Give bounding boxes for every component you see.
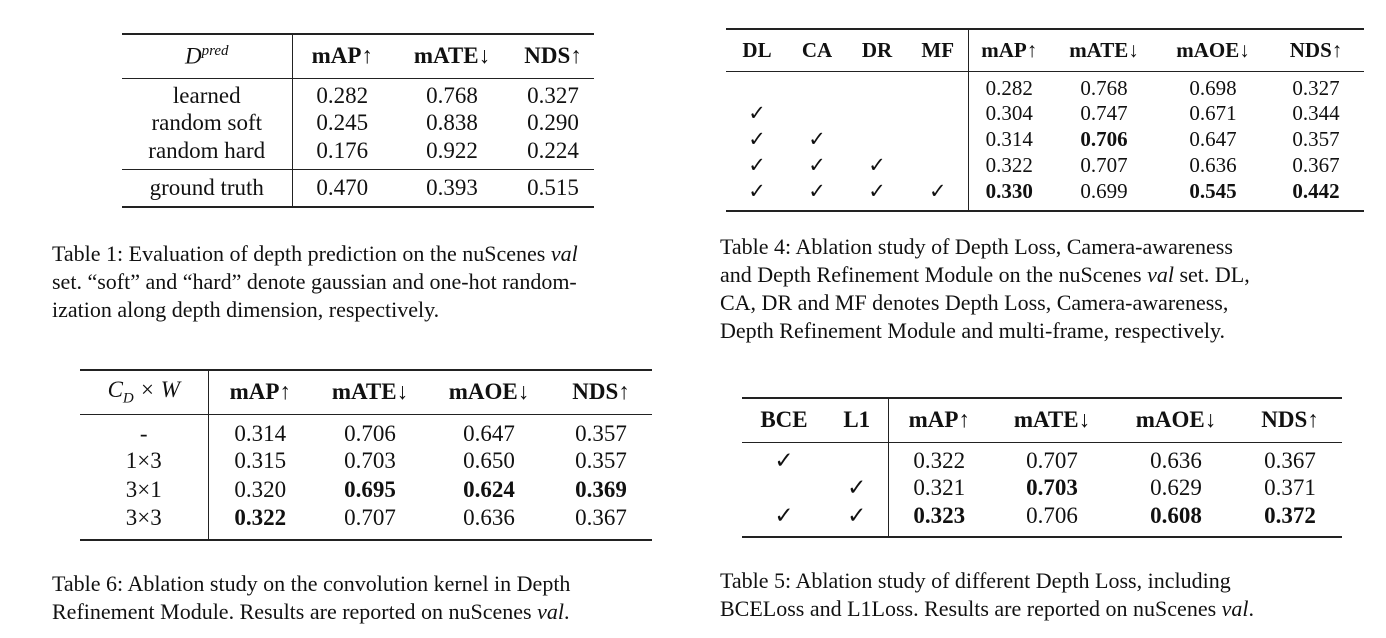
cell-value: 0.768	[426, 82, 478, 108]
cell-value: 0.629	[1150, 475, 1202, 500]
row-label: ground truth	[122, 169, 292, 207]
caption-italic: val	[550, 241, 578, 266]
table-4-header-dl: DL	[726, 29, 788, 71]
table-5-caption	[720, 567, 1380, 623]
cell-value: 0.315	[208, 447, 312, 476]
table-1-header-map: mAP↑	[292, 34, 392, 78]
check-cell	[726, 71, 788, 101]
check-cell: ✓	[748, 178, 766, 203]
caption-text: BCELoss and L1Loss. Results are reported on nuScenes	[720, 596, 1222, 621]
cell-value: 0.922	[426, 137, 478, 163]
cell-value: 0.470	[292, 169, 392, 207]
cell-value: 0.367	[1292, 153, 1340, 177]
cell-value: 0.327	[1292, 75, 1340, 100]
table-6-header-kernel	[80, 370, 208, 414]
cell-value-best: 0.442	[1292, 178, 1340, 203]
table-4-header-mf: MF	[908, 29, 968, 71]
cell-value: 0.838	[426, 110, 478, 135]
table-4-header-maoe: mAOE↓	[1158, 29, 1268, 71]
caption-text: .	[1248, 596, 1255, 621]
check-cell: ✓	[868, 153, 886, 177]
row-label: random soft	[151, 110, 262, 135]
table-1-header-dpred-sup: pred	[201, 42, 229, 59]
table-4-caption	[720, 233, 1370, 345]
cell-value: 0.357	[575, 420, 627, 446]
caption-line	[720, 261, 1370, 289]
table-6-header-maoe: mAOE↓	[428, 370, 550, 414]
cell-value: 0.671	[1189, 101, 1237, 125]
table-1-header-nds: NDS↑	[512, 34, 594, 78]
cell-value-best: 0.703	[1026, 475, 1078, 500]
table-5-header-mate: mATE↓	[990, 398, 1114, 442]
table-4-header-row	[726, 29, 1364, 71]
cell-value: 0.707	[344, 504, 396, 530]
check-cell	[908, 71, 968, 101]
check-cell: ✓	[748, 101, 766, 125]
table-6	[80, 369, 652, 541]
table-row-ground-truth	[122, 169, 594, 207]
table-5-header-l1: L1	[826, 398, 888, 442]
table-row	[742, 442, 1342, 474]
table-4-header-nds: NDS↑	[1268, 29, 1364, 71]
table-row	[726, 101, 1364, 127]
table-row	[80, 414, 652, 447]
cell-value-best: 0.372	[1264, 502, 1316, 528]
cell-value: 0.357	[1292, 127, 1340, 151]
cell-value: 0.706	[344, 420, 396, 446]
cell-value: 0.707	[1080, 153, 1128, 177]
row-label: 3×1	[125, 477, 162, 502]
check-cell: ✓	[808, 178, 826, 203]
cell-value-best: 0.330	[968, 179, 1050, 211]
check-cell: ✓	[808, 127, 826, 151]
check-cell: ✓	[748, 153, 766, 177]
table-5-header-nds: NDS↑	[1238, 398, 1342, 442]
caption-text: Refinement Module. Results are reported on nuScenes	[52, 599, 538, 624]
table-1-header-dpred-symbol: D	[184, 43, 202, 69]
cell-value-best: 0.608	[1150, 502, 1202, 528]
cell-value: 0.321	[888, 474, 990, 503]
table-4-header-dr: DR	[846, 29, 908, 71]
cell-value: 0.245	[292, 109, 392, 138]
cell-value-best: 0.624	[463, 477, 515, 502]
cell-value: 0.290	[527, 110, 579, 135]
caption-text: set. DL,	[1173, 262, 1250, 287]
check-cell: ✓	[847, 475, 867, 500]
row-label: 1×3	[125, 448, 162, 473]
cell-value: 0.647	[463, 420, 515, 446]
check-cell	[908, 127, 968, 153]
table-6-header-cd: C	[107, 376, 123, 402]
table-6-header-mate: mATE↓	[312, 370, 428, 414]
row-label: random hard	[148, 137, 266, 163]
cell-value: 0.367	[1264, 447, 1316, 473]
caption-italic: val	[537, 599, 564, 624]
cell-value: 0.314	[968, 127, 1050, 153]
table-4-header-map: mAP↑	[968, 29, 1050, 71]
cell-value: 0.322	[968, 153, 1050, 179]
cell-value-best: 0.322	[208, 505, 312, 540]
check-cell	[826, 442, 888, 474]
cell-value-best: 0.323	[888, 503, 990, 537]
row-label: -	[139, 420, 148, 446]
table-1-header-row	[122, 34, 594, 78]
cell-value: 0.747	[1080, 101, 1128, 125]
cell-value: 0.282	[292, 78, 392, 109]
table-row	[742, 474, 1342, 503]
check-cell: ✓	[847, 502, 867, 528]
check-cell: ✓	[774, 502, 794, 528]
table-6-header-row	[80, 370, 652, 414]
cell-value: 0.314	[208, 414, 312, 447]
cell-value-best: 0.706	[1080, 127, 1128, 151]
table-6-header-times-w: × W	[133, 376, 180, 402]
table-4	[726, 28, 1364, 212]
cell-value: 0.322	[888, 442, 990, 474]
check-cell	[846, 127, 908, 153]
caption-text: Table 1: Evaluation of depth prediction on the nuScenes	[52, 241, 551, 266]
caption-line: Table 6: Ablation study on the convolution kernel in Depth	[52, 571, 571, 596]
cell-value: 0.320	[208, 476, 312, 505]
cell-value: 0.282	[968, 71, 1050, 101]
table-row	[122, 109, 594, 138]
caption-line: Depth Refinement Module and multi-frame, respectively.	[720, 318, 1226, 343]
table-4-header-mate: mATE↓	[1050, 29, 1158, 71]
check-cell	[908, 101, 968, 127]
table-row	[726, 127, 1364, 153]
table-row	[726, 71, 1364, 101]
table-row	[80, 505, 652, 540]
table-row	[726, 179, 1364, 211]
caption-line: CA, DR and MF denotes Depth Loss, Camera-awareness,	[720, 290, 1229, 315]
cell-value: 0.636	[1189, 153, 1237, 177]
cell-value: 0.650	[463, 448, 515, 473]
check-cell	[846, 71, 908, 101]
check-cell	[846, 101, 908, 127]
caption-line: Table 4: Ablation study of Depth Loss, Camera-awareness	[720, 234, 1233, 259]
cell-value-best: 0.545	[1189, 178, 1237, 203]
table-6-header-nds: NDS↑	[550, 370, 652, 414]
caption-line: set. “soft” and “hard” denote gaussian and one-hot random-	[52, 269, 577, 294]
caption-italic: val	[1147, 262, 1174, 287]
table-5-header-map: mAP↑	[888, 398, 990, 442]
table-row	[726, 153, 1364, 179]
table-1-grid	[122, 33, 594, 208]
row-label: learned	[172, 82, 241, 108]
cell-value: 0.698	[1189, 75, 1237, 100]
cell-value: 0.327	[527, 82, 579, 108]
cell-value-best: 0.369	[575, 477, 627, 502]
cell-value: 0.768	[1080, 75, 1128, 100]
table-5-grid	[742, 397, 1342, 538]
cell-value: 0.344	[1292, 101, 1340, 125]
table-1-caption	[52, 240, 672, 324]
table-row	[122, 78, 594, 109]
table-row	[80, 476, 652, 505]
table-6-header-map: mAP↑	[208, 370, 312, 414]
cell-value: 0.357	[575, 448, 627, 473]
caption-text: and Depth Refinement Module on the nuScenes	[720, 262, 1148, 287]
check-cell: ✓	[774, 447, 794, 473]
cell-value: 0.367	[575, 504, 627, 530]
check-cell	[908, 153, 968, 179]
table-5-header-row	[742, 398, 1342, 442]
caption-line: ization along depth dimension, respectively.	[52, 297, 440, 322]
table-5-header-maoe: mAOE↓	[1114, 398, 1238, 442]
cell-value: 0.393	[392, 169, 512, 207]
row-label: 3×3	[125, 504, 162, 530]
table-row	[122, 138, 594, 170]
table-row	[742, 503, 1342, 537]
caption-italic: val	[1221, 596, 1249, 621]
table-6-caption	[52, 570, 692, 626]
check-cell	[788, 71, 846, 101]
cell-value: 0.304	[968, 101, 1050, 127]
cell-value: 0.707	[1026, 447, 1078, 473]
table-5-header-bce: BCE	[742, 398, 826, 442]
check-cell: ✓	[808, 153, 826, 177]
cell-value: 0.224	[527, 137, 579, 163]
cell-value: 0.647	[1189, 127, 1237, 151]
caption-line	[720, 595, 1380, 623]
caption-line: Table 5: Ablation study of different Depth Loss, including	[720, 568, 1231, 593]
cell-value: 0.371	[1264, 475, 1316, 500]
cell-value: 0.636	[1150, 447, 1202, 473]
cell-value: 0.636	[463, 504, 515, 530]
table-1	[122, 33, 594, 208]
table-1-header-mate: mATE↓	[392, 34, 512, 78]
cell-value: 0.703	[344, 448, 396, 473]
check-cell	[788, 101, 846, 127]
cell-value-best: 0.695	[344, 477, 396, 502]
check-cell	[742, 474, 826, 503]
cell-value: 0.699	[1080, 178, 1128, 203]
table-6-grid	[80, 369, 652, 541]
cell-value: 0.515	[512, 169, 594, 207]
caption-line	[52, 598, 692, 626]
check-cell: ✓	[928, 178, 947, 203]
table-1-header-dpred	[122, 34, 292, 78]
table-4-grid	[726, 28, 1364, 212]
cell-value: 0.176	[292, 138, 392, 170]
table-row	[80, 447, 652, 476]
table-4-header-ca: CA	[788, 29, 846, 71]
table-5	[742, 397, 1342, 538]
cell-value: 0.706	[1026, 502, 1078, 528]
check-cell: ✓	[748, 127, 766, 151]
caption-line	[52, 240, 672, 268]
caption-text: .	[564, 599, 570, 624]
table-6-header-sub: D	[122, 390, 134, 407]
check-cell: ✓	[868, 178, 886, 203]
